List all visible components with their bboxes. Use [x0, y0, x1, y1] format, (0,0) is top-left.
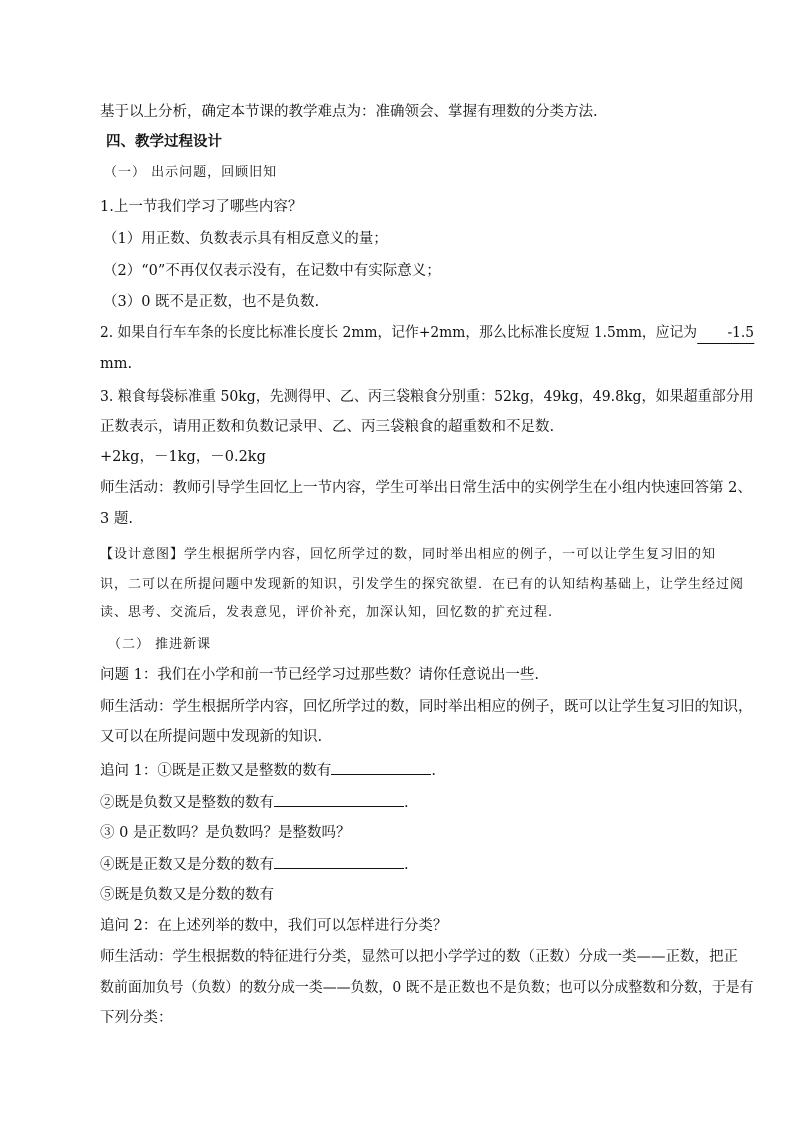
followup-text: ④既是正数又是分数的数有 — [100, 857, 274, 873]
subsection-heading: （二） 推进新课 — [108, 637, 212, 652]
followup-line: ⑤既是负数又是分数的数有 — [100, 887, 274, 903]
followup-line — [100, 792, 409, 813]
paragraph-line: 师生活动：学生根据数的特征进行分类，显然可以把小学学过的数（正数）分成一类——正数，把正 — [100, 949, 738, 965]
answer-fill: -1.5 — [697, 323, 754, 344]
design-intent-line: 读、思考、交流后，发表意见，评价补充，加深认知，回忆数的扩充过程. — [100, 605, 554, 620]
followup-line: ③ 0 是正数吗？是负数吗？是整数吗？ — [100, 825, 351, 841]
list-item: （1）用正数、负数表示具有相反意义的量； — [103, 231, 388, 247]
paragraph-line: 数前面加负号（负数）的数分成一类——负数，0 既不是正数也不是负数；也可以分成整数和分数，于是有 — [100, 980, 754, 996]
followup-text: 追问 1：①既是正数又是整数的数有 — [100, 763, 332, 779]
paragraph-line: 正数表示，请用正数和负数记录甲、乙、丙三袋粮食的超重数和不足数. — [100, 419, 555, 435]
period: . — [431, 763, 436, 779]
question-line: 3. 粮食每袋标准重 50kg，先测得甲、乙、丙三袋粮食分别重：52kg，49kg，49.8kg，如果超重部分用 — [100, 389, 754, 405]
answer-blank[interactable] — [274, 854, 404, 869]
paragraph-line: 3 题. — [100, 511, 133, 527]
question-line: 问题 1：我们在小学和前一节已经学习过那些数？请你任意说出一些. — [100, 667, 539, 683]
period: . — [404, 795, 409, 811]
subsection-heading: （一） 出示问题，回顾旧知 — [104, 165, 278, 180]
paragraph-line: 基于以上分析，确定本节课的教学难点为：准确领会、掌握有理数的分类方法. — [100, 104, 598, 120]
paragraph-line: 下列分类： — [100, 1010, 173, 1026]
answer-line: +2kg，－1kg，－0.2kg — [100, 449, 266, 465]
question-line — [100, 323, 754, 344]
design-intent-line: 【设计意图】学生根据所学内容，回忆所学过的数，同时举出相应的例子，一可以让学生复习旧的知 — [100, 547, 717, 562]
question-text: 2. 如果自行车车条的长度比标准长度长 2mm，记作+2mm，那么比标准长度短 1.5mm，应记为 — [100, 325, 698, 341]
question-line: 追问 2：在上述列举的数中，我们可以怎样进行分类？ — [100, 918, 448, 934]
followup-text: ②既是负数又是整数的数有 — [100, 795, 274, 811]
section-heading: 四、教学过程设计 — [106, 133, 222, 150]
paragraph-line: 师生活动：学生根据所学内容，回忆所学过的数，同时举出相应的例子，既可以让学生复习旧的知识， — [100, 699, 753, 715]
paragraph-line: 师生活动：教师引导学生回忆上一节内容，学生可举出日常生活中的实例学生在小组内快速回答第 2、 — [100, 480, 752, 496]
list-item: （2）“0”不再仅仅表示没有，在记数中有实际意义； — [103, 263, 441, 279]
followup-line — [100, 854, 409, 875]
followup-line — [100, 760, 436, 781]
period: . — [404, 857, 409, 873]
paragraph-line: mm. — [100, 356, 133, 372]
answer-blank[interactable] — [331, 760, 431, 775]
paragraph-line: 又可以在所提问题中发现新的知识. — [100, 729, 323, 745]
question-line: 1.上一节我们学习了哪些内容？ — [100, 199, 303, 215]
design-intent-line: 识，二可以在所提问题中发现新的知识，引发学生的探究欲望．在已有的认知结构基础上，让学生经过阅 — [100, 577, 745, 592]
list-item: （3）0 既不是正数，也不是负数. — [103, 294, 320, 310]
answer-blank[interactable] — [274, 792, 404, 807]
